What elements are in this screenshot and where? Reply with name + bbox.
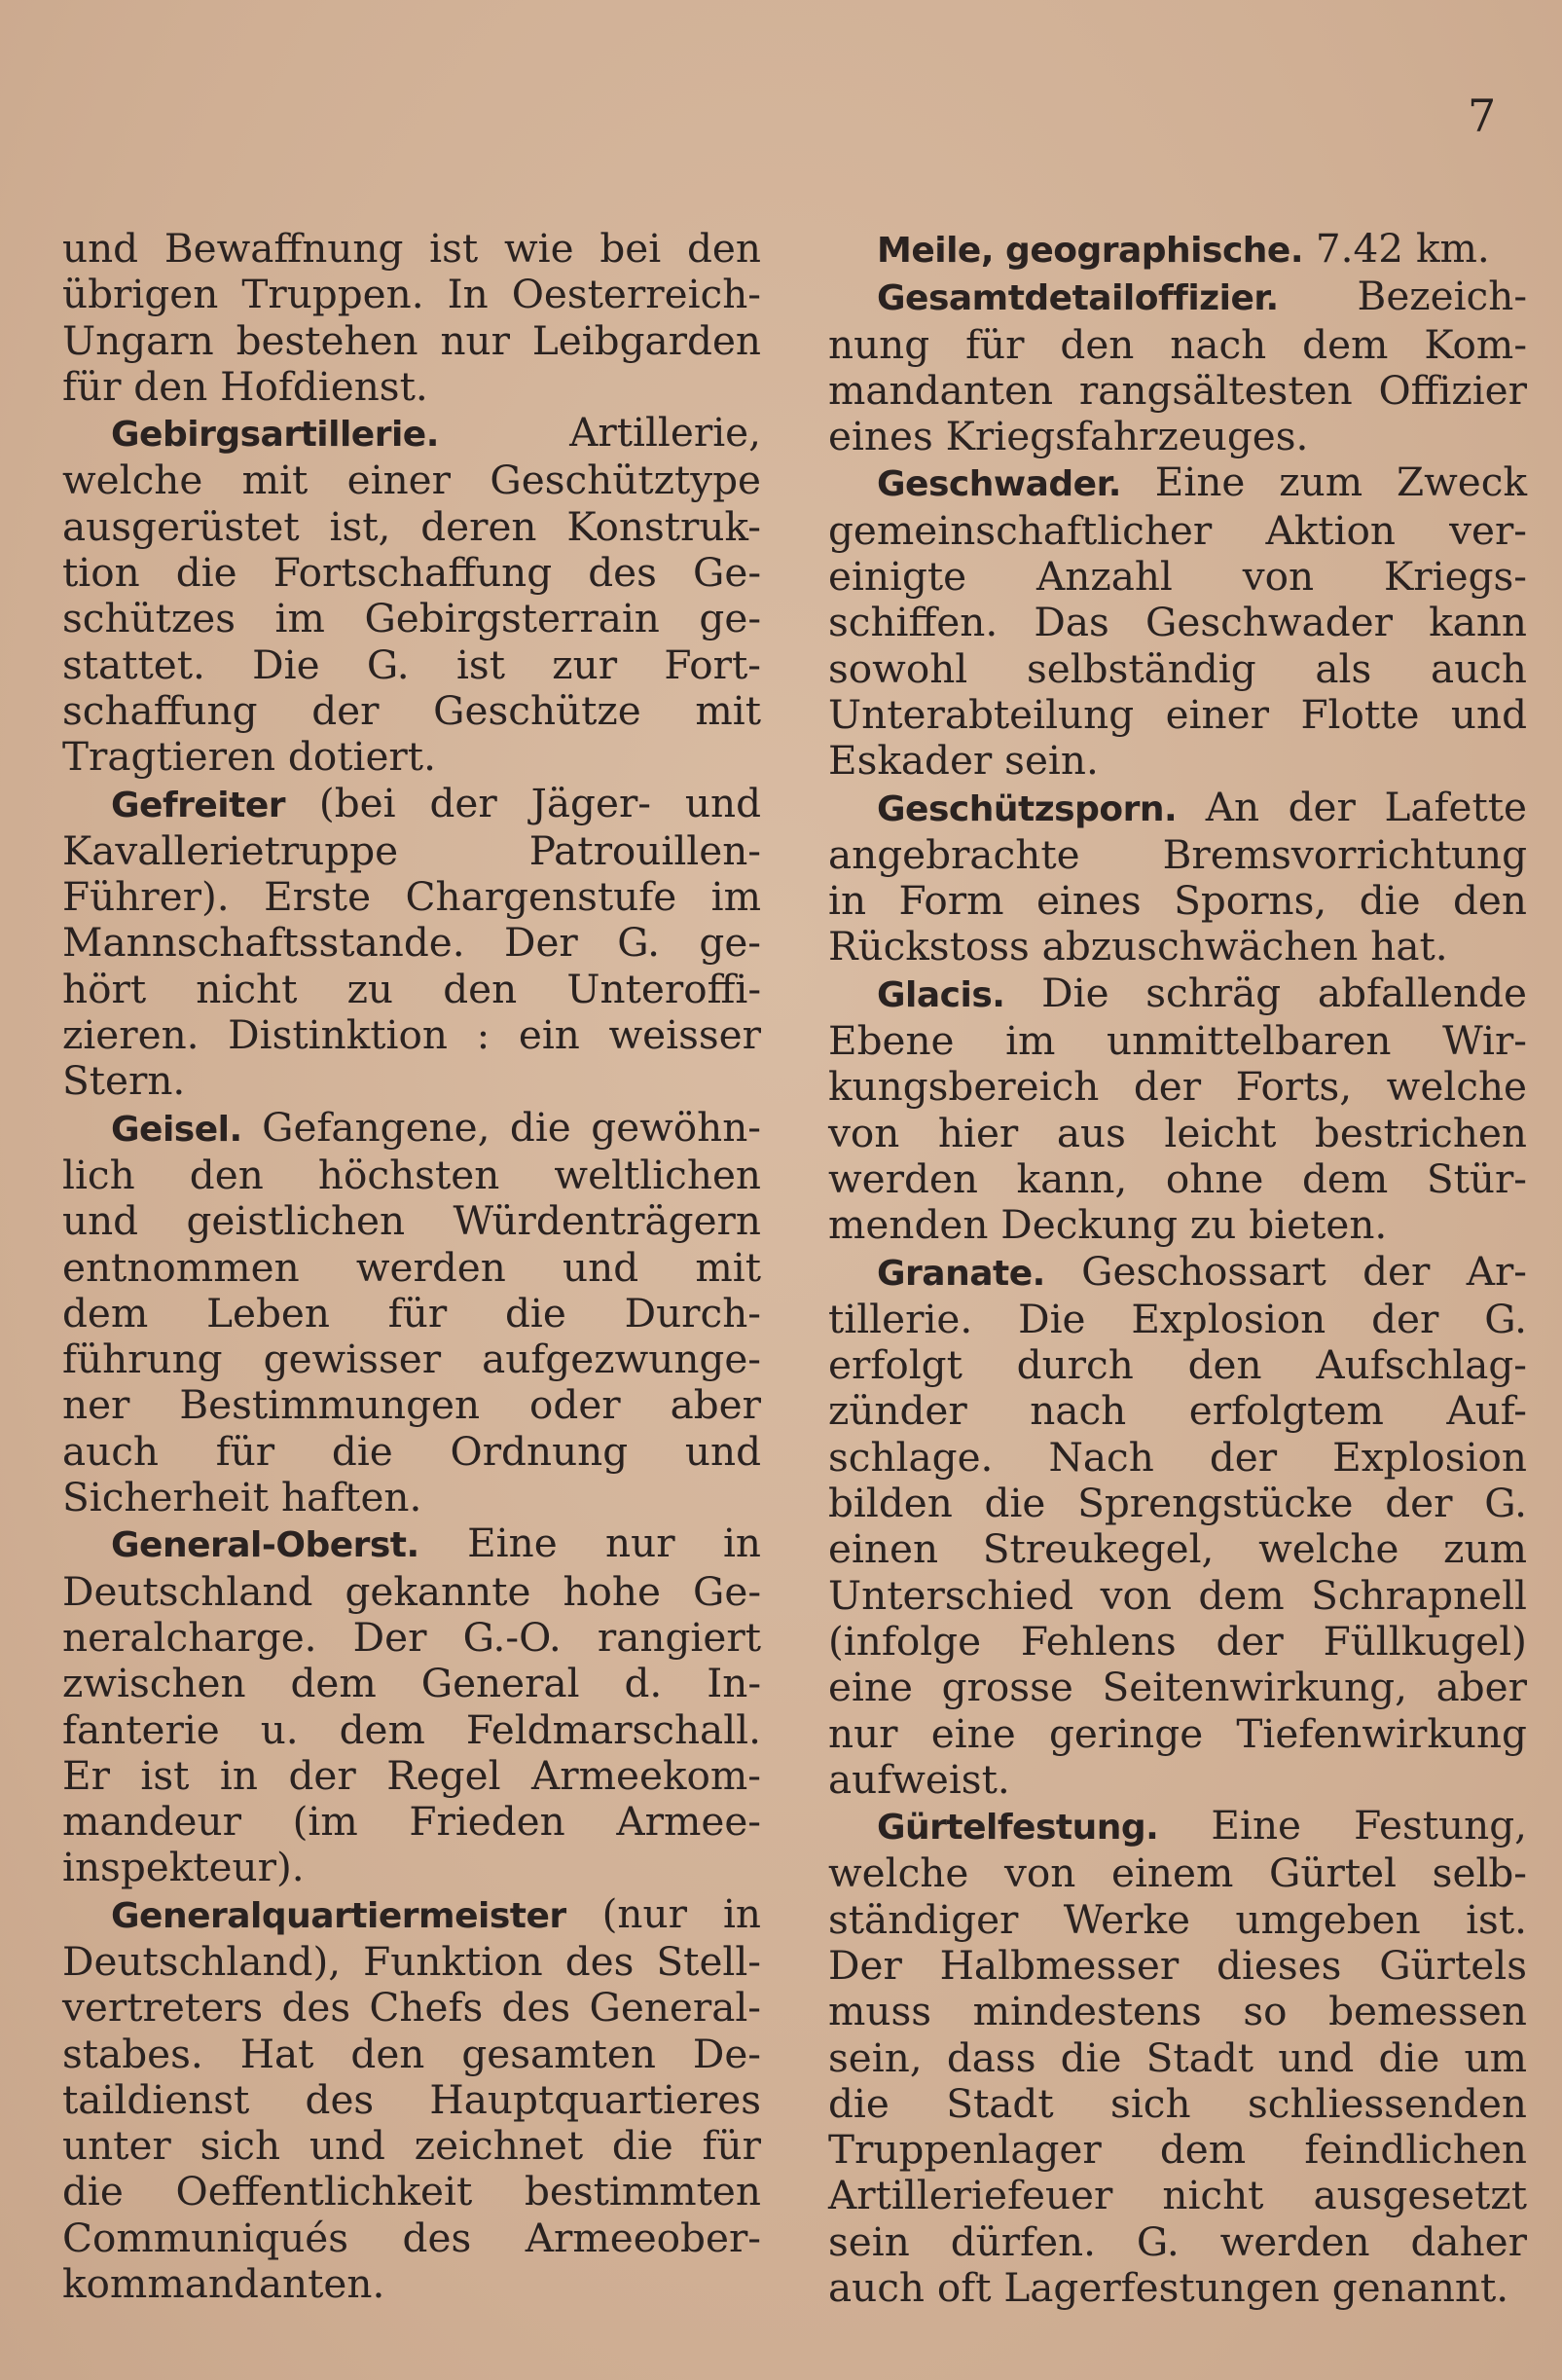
entry-gebirgsartillerie [62,410,761,780]
text-line [828,924,1527,970]
entry-bewaffnung-cont [62,226,761,410]
entry-text: Eine zum Zweck [1120,458,1527,506]
text-line [828,322,1527,368]
text-line [828,1481,1527,1526]
entry-text: stabes. Hat den gesamten De- [62,2030,761,2077]
entry-text: Bezeich- [1278,273,1527,320]
text-line [828,1435,1527,1481]
text-line [828,1850,1527,1896]
entry-text: sein, dass die Stadt und die um [828,2033,1527,2081]
text-line [62,1520,761,1568]
entry-text: sein dürfen. G. werden daher [828,2217,1527,2265]
text-line [62,1475,761,1520]
text-line [828,646,1527,692]
entry-headword: Gürtelfestung. [877,1808,1159,1849]
text-line [62,1661,761,1706]
text-line [62,642,761,688]
text-line [62,272,761,317]
entry-text: einen Streukegel, welche zum [828,1525,1527,1573]
entry-glacis [828,970,1527,1249]
text-line [62,596,761,641]
page-number: 7 [1468,90,1497,142]
entry-text: An der Lafette [1177,783,1527,830]
entry-text: menden Deckung zu bieten. [828,1201,1388,1249]
text-line [62,1012,761,1058]
entry-text: inspekteur). [62,1844,305,1891]
text-line [828,1111,1527,1156]
entry-geisel [62,1105,761,1521]
text-line [828,1202,1527,1248]
text-line [62,1799,761,1845]
entry-headword: Generalquartiermeister [111,1895,566,1936]
entry-text: und geistlichen Würdenträgern [62,1197,761,1245]
entry-text: zieren. Distinktion : ein weisser [62,1011,761,1059]
entry-text: lich den höchsten weltlichen [62,1151,761,1198]
text-line [62,410,761,458]
text-line [828,1297,1527,1342]
text-line [62,1845,761,1890]
entry-text: auch oft Lagerfestungen genannt. [828,2264,1509,2312]
text-line [62,504,761,550]
text-line [62,874,761,920]
text-line [62,1707,761,1753]
entry-meile [828,226,1527,274]
entry-text: eine grosse Seitenwirkung, aber [828,1664,1527,1711]
text-line [828,1342,1527,1388]
entry-text: Er ist in der Regel Armeekom- [62,1751,761,1799]
entry-text: 7.42 km. [1303,225,1490,272]
text-line [828,1989,1527,2034]
entry-geschwader [828,459,1527,784]
entry-text: Unterabteilung einer Flotte und [828,690,1527,738]
text-line [828,600,1527,645]
entry-text: tion die Fortschaffung des Ge- [62,549,761,597]
text-line [62,1058,761,1104]
entry-text: fanterie u. dem Feldmarschall. [62,1705,761,1753]
entry-text: werden kann, ohne dem Stür- [828,1154,1527,1202]
entry-text: Artilleriefeuer nicht ausgesetzt [828,2172,1527,2219]
entry-text: Stern. [62,1057,186,1105]
entry-general-oberst [62,1520,761,1890]
entry-text: Kavallerietruppe Patrouillen- [62,826,761,874]
text-line [828,1388,1527,1434]
entry-text: Der Halbmesser dieses Gürtels [828,1941,1527,1989]
entry-text: erfolgt durch den Aufschlag- [828,1341,1527,1389]
text-line [828,1757,1527,1803]
text-line [828,508,1527,554]
text-line [828,832,1527,878]
entry-text: Deutschland), Funktion des Stell- [62,1937,761,1985]
entry-text: die Stadt sich schliessenden [828,2079,1527,2127]
text-line [828,2035,1527,2081]
entry-text: Unterschied von dem Schrapnell [828,1571,1527,1619]
entry-text: mandanten rangsältesten Offizier [828,366,1527,414]
entry-granate [828,1249,1527,1804]
entry-text: (bei der Jäger- und [285,779,761,826]
entry-headword: Geisel. [111,1109,242,1150]
text-line [62,688,761,734]
entry-text: tillerie. Die Explosion der G. [828,1295,1527,1342]
entry-text: Artillerie, [438,409,761,457]
entry-text: schiffen. Das Geschwader kann [828,599,1527,646]
text-line [62,2215,761,2261]
entry-gesamtdetailoffizier [828,274,1527,459]
text-line [62,1382,761,1428]
entry-text: schaffung der Geschütze mit [62,686,761,734]
text-line [62,318,761,364]
entry-gefreiter [62,781,761,1105]
entry-text: hört nicht zu den Unteroffi- [62,965,761,1012]
entry-headword: Geschützsporn. [877,788,1178,829]
entry-guertelfestung [828,1803,1527,2311]
entry-text: gemeinschaftlicher Aktion ver- [828,506,1527,554]
text-line [828,226,1527,274]
text-line [828,2265,1527,2311]
entry-text: schlage. Nach der Explosion [828,1433,1527,1481]
entry-text: nur eine geringe Tiefenwirkung [828,1709,1527,1757]
text-line [828,274,1527,321]
text-line [62,364,761,410]
entry-text: Rückstoss abzuschwächen hat. [828,923,1448,970]
entry-text: Truppenlager dem feindlichen [828,2126,1527,2174]
entry-text: Eskader sein. [828,737,1099,785]
text-line [62,1569,761,1615]
entry-text: (infolge Fehlens der Füllkugel) [828,1617,1527,1665]
entry-headword: Geschwader. [877,464,1121,505]
text-line [62,734,761,780]
entry-text: unter sich und zeichnet die für [62,2122,761,2170]
text-line [62,226,761,272]
text-line [828,1665,1527,1710]
entry-text: welche mit einer Geschütztype [62,457,761,504]
entry-text: Tragtieren dotiert. [62,733,436,781]
entry-text: zünder nach erfolgtem Auf- [828,1387,1527,1435]
text-line [62,1153,761,1198]
entry-text: Deutschland gekannte hohe Ge- [62,1567,761,1615]
text-line [62,2123,761,2169]
text-line [62,1336,761,1382]
text-line [62,458,761,503]
entry-text: (nur in [565,1889,761,1937]
text-line [828,1711,1527,1757]
entry-text: ausgerüstet ist, deren Konstruk- [62,502,761,550]
entry-text: und Bewaffnung ist wie bei den [62,225,761,272]
text-line [828,2173,1527,2218]
entry-headword: General-Oberst. [111,1525,419,1566]
text-line [828,692,1527,738]
entry-text: kungsbereich der Forts, welche [828,1063,1527,1111]
entry-text: Die schräg abfallende [1004,969,1527,1016]
text-line [62,1891,761,1939]
text-line [828,459,1527,507]
text-line [62,2169,761,2215]
entry-text: Führer). Erste Chargenstufe im [62,873,761,921]
entry-geschuetzsporn [828,785,1527,970]
text-line [62,2077,761,2123]
entry-text: Ungarn bestehen nur Leibgarden [62,316,761,364]
right-column [828,226,1527,2311]
entry-text: sowohl selbständig als auch [828,644,1527,692]
entry-text: eines Kriegsfahrzeuges. [828,413,1309,460]
text-line [828,2219,1527,2265]
text-line [828,2081,1527,2127]
entry-headword: Gefreiter [111,785,286,825]
text-line [62,920,761,966]
entry-headword: Meile, geographische. [877,231,1304,271]
entry-text: Ebene im unmittelbaren Wir- [828,1017,1527,1065]
entry-text: führung gewisser aufgezwunge- [62,1336,761,1383]
entry-text: kommandanten. [62,2260,385,2308]
text-line [62,1753,761,1799]
entry-text: in Form eines Sporns, die den [828,877,1527,925]
entry-headword: Gesamtdetailoffizier. [877,278,1279,319]
text-line [828,1018,1527,1064]
entry-text: entnommen werden und mit [62,1243,761,1291]
text-line [828,878,1527,924]
entry-text: für den Hofdienst. [62,362,428,410]
text-line [828,1897,1527,1943]
entry-headword: Gebirgsartillerie. [111,415,439,456]
entry-text: Eine nur in [418,1520,761,1567]
text-line [62,781,761,828]
entry-text: Mannschaftsstande. Der G. ge- [62,919,761,967]
text-line [828,1526,1527,1572]
entry-text: ner Bestimmungen oder aber [62,1381,761,1429]
entry-headword: Granate. [877,1253,1045,1294]
text-line [828,368,1527,414]
entry-text: welche von einem Gürtel selb- [828,1849,1527,1897]
text-line [62,1429,761,1475]
entry-text: zwischen dem General d. In- [62,1660,761,1707]
text-line [62,1985,761,2031]
entry-text: Geschossart der Ar- [1044,1247,1527,1295]
text-line [828,414,1527,459]
entry-text: auch für die Ordnung und [62,1427,761,1475]
entry-text: ständiger Werke umgeben ist. [828,1895,1527,1943]
entry-text: Gefangene, die gewöhn- [241,1103,761,1151]
text-line [828,738,1527,784]
entry-text: neralcharge. Der G.-O. rangiert [62,1613,761,1661]
text-line [62,1615,761,1661]
entry-text: muss mindestens so bemessen [828,1988,1527,2035]
text-line [828,1619,1527,1665]
text-line [62,1245,761,1291]
entry-text: taildienst des Hauptquartieres [62,2075,761,2123]
text-line [828,2127,1527,2173]
text-line [828,785,1527,832]
entry-text: übrigen Truppen. In Oesterreich- [62,271,761,318]
text-line [828,970,1527,1018]
text-line [62,2032,761,2077]
text-line [62,1105,761,1153]
entry-text: Eine Festung, [1158,1802,1527,1849]
entry-text: nung für den nach dem Kom- [828,320,1527,368]
entry-text: angebrachte Bremsvorrichtung [828,830,1527,878]
text-line [828,554,1527,600]
entry-text: schützes im Gebirgsterrain ge- [62,595,761,642]
text-line [62,828,761,874]
entry-headword: Glacis. [877,974,1005,1015]
text-line [62,967,761,1012]
entry-text: stattet. Die G. ist zur Fort- [62,641,761,688]
entry-text: aufweist. [828,1755,1010,1803]
entry-text: Sicherheit haften. [62,1474,422,1521]
entry-text: mandeur (im Frieden Armee- [62,1798,761,1846]
entry-text: bilden die Sprengstücke der G. [828,1480,1527,1527]
text-line [828,1064,1527,1110]
text-line [828,1156,1527,1202]
text-line [828,1943,1527,1989]
text-line [62,550,761,596]
left-column [62,226,761,2307]
entry-generalquartiermeister [62,1891,761,2308]
text-line [62,1198,761,1244]
text-line [828,1573,1527,1619]
text-line [62,1291,761,1336]
entry-text: von hier aus leicht bestrichen [828,1109,1527,1156]
entry-text: die Oeffentlichkeit bestimmten [62,2168,761,2215]
entry-text: dem Leben für die Durch- [62,1289,761,1336]
entry-text: einigte Anzahl von Kriegs- [828,553,1527,601]
entry-text: Communiqués des Armeeober- [62,2214,761,2261]
text-line [62,2261,761,2307]
text-line [828,1803,1527,1850]
text-line [828,1249,1527,1297]
text-line [62,1939,761,1985]
entry-text: vertreters des Chefs des General- [62,1984,761,2032]
